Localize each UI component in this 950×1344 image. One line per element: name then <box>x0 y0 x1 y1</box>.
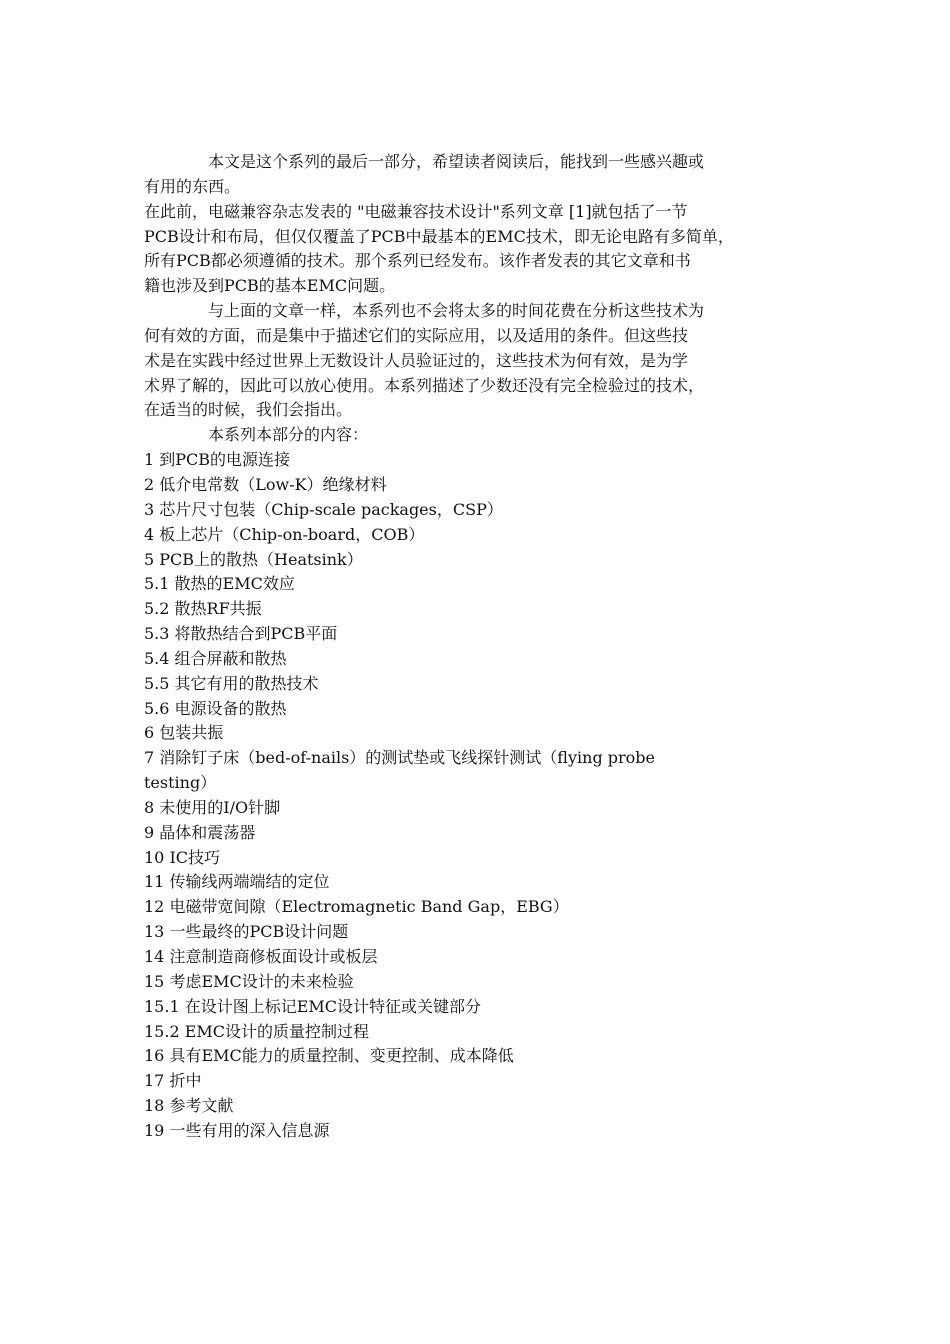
intro-paragraph-line: 所有PCB都必须遵循的技术。那个系列已经发布。该作者发表的其它文章和书 <box>144 251 691 271</box>
intro-paragraph-line: 籍也涉及到PCB的基本EMC问题。 <box>144 276 396 296</box>
intro-paragraph-line: 术界了解的，因此可以放心使用。本系列描述了少数还没有完全检验过的技术， <box>144 375 705 395</box>
document-page <box>144 150 814 1144</box>
toc-item: 3 芯片尺寸包装（Chip-scale packages，CSP） <box>144 499 503 519</box>
toc-heading: 本系列本部分的内容： <box>208 425 369 445</box>
toc-item: 5.3 将散热结合到PCB平面 <box>144 624 338 644</box>
intro-paragraph-line: 何有效的方面，而是集中于描述它们的实际应用，以及适用的条件。但这些技 <box>144 325 689 345</box>
toc-item: 11 传输线两端端结的定位 <box>144 872 330 892</box>
intro-paragraph-line: 在此前，电磁兼容杂志发表的 "电磁兼容技术设计"系列文章 [1]就包括了一节 <box>144 201 688 221</box>
toc-item: 16 具有EMC能力的质量控制、变更控制、成本降低 <box>144 1046 514 1066</box>
intro-paragraph-line: 在适当的时候，我们会指出。 <box>144 400 353 420</box>
intro-paragraph-line: PCB设计和布局，但仅仅覆盖了PCB中最基本的EMC技术，即无论电路有多简单， <box>144 226 734 246</box>
toc-item: 13 一些最终的PCB设计问题 <box>144 922 349 942</box>
toc-item: 5.6 电源设备的散热 <box>144 698 287 718</box>
toc-item: 9 晶体和震荡器 <box>144 822 256 842</box>
toc-item: 10 IC技巧 <box>144 847 221 867</box>
toc-item: 14 注意制造商修板面设计或板层 <box>144 947 378 966</box>
toc-item: 6 包装共振 <box>144 723 224 743</box>
toc-item: 1 到PCB的电源连接 <box>144 450 291 470</box>
intro-paragraph-line: 有用的东西。 <box>144 176 241 196</box>
toc-item: 17 折中 <box>144 1071 202 1091</box>
toc-item: 18 参考文献 <box>144 1096 234 1116</box>
intro-paragraph-line: 术是在实践中经过世界上无数设计人员验证过的，这些技术为何有效，是为学 <box>144 350 689 370</box>
toc-item: 5.5 其它有用的散热技术 <box>144 673 319 693</box>
toc-item: 5.1 散热的EMC效应 <box>144 574 295 594</box>
toc-item: 4 板上芯片（Chip-on-board，COB） <box>144 524 425 544</box>
toc-item: 5.4 组合屏蔽和散热 <box>144 648 287 668</box>
intro-paragraph-line: 本文是这个系列的最后一部分，希望读者阅读后，能找到一些感兴趣或 <box>208 152 705 171</box>
toc-item: 15.2 EMC设计的质量控制过程 <box>144 1021 370 1041</box>
toc-item: 12 电磁带宽间隙（Electromagnetic Band Gap，EBG） <box>144 897 569 917</box>
toc-item: 5.2 散热RF共振 <box>144 599 262 619</box>
toc-item: 19 一些有用的深入信息源 <box>144 1120 330 1140</box>
toc-item: 15 考虑EMC设计的未来检验 <box>144 971 354 991</box>
toc-item: 5 PCB上的散热（Heatsink） <box>144 549 363 569</box>
toc-item: 7 消除钉子床（bed-of-nails）的测试垫或飞线探针测试（flying probe <box>144 748 656 768</box>
toc-item: 8 未使用的I/O针脚 <box>144 797 281 817</box>
intro-paragraph-line: 与上面的文章一样，本系列也不会将太多的时间花费在分析这些技术为 <box>208 301 705 321</box>
toc-item: 15.1 在设计图上标记EMC设计特征或关键部分 <box>144 996 482 1016</box>
toc-item: testing） <box>144 773 217 793</box>
toc-item: 2 低介电常数（Low-K）绝缘材料 <box>144 474 387 494</box>
